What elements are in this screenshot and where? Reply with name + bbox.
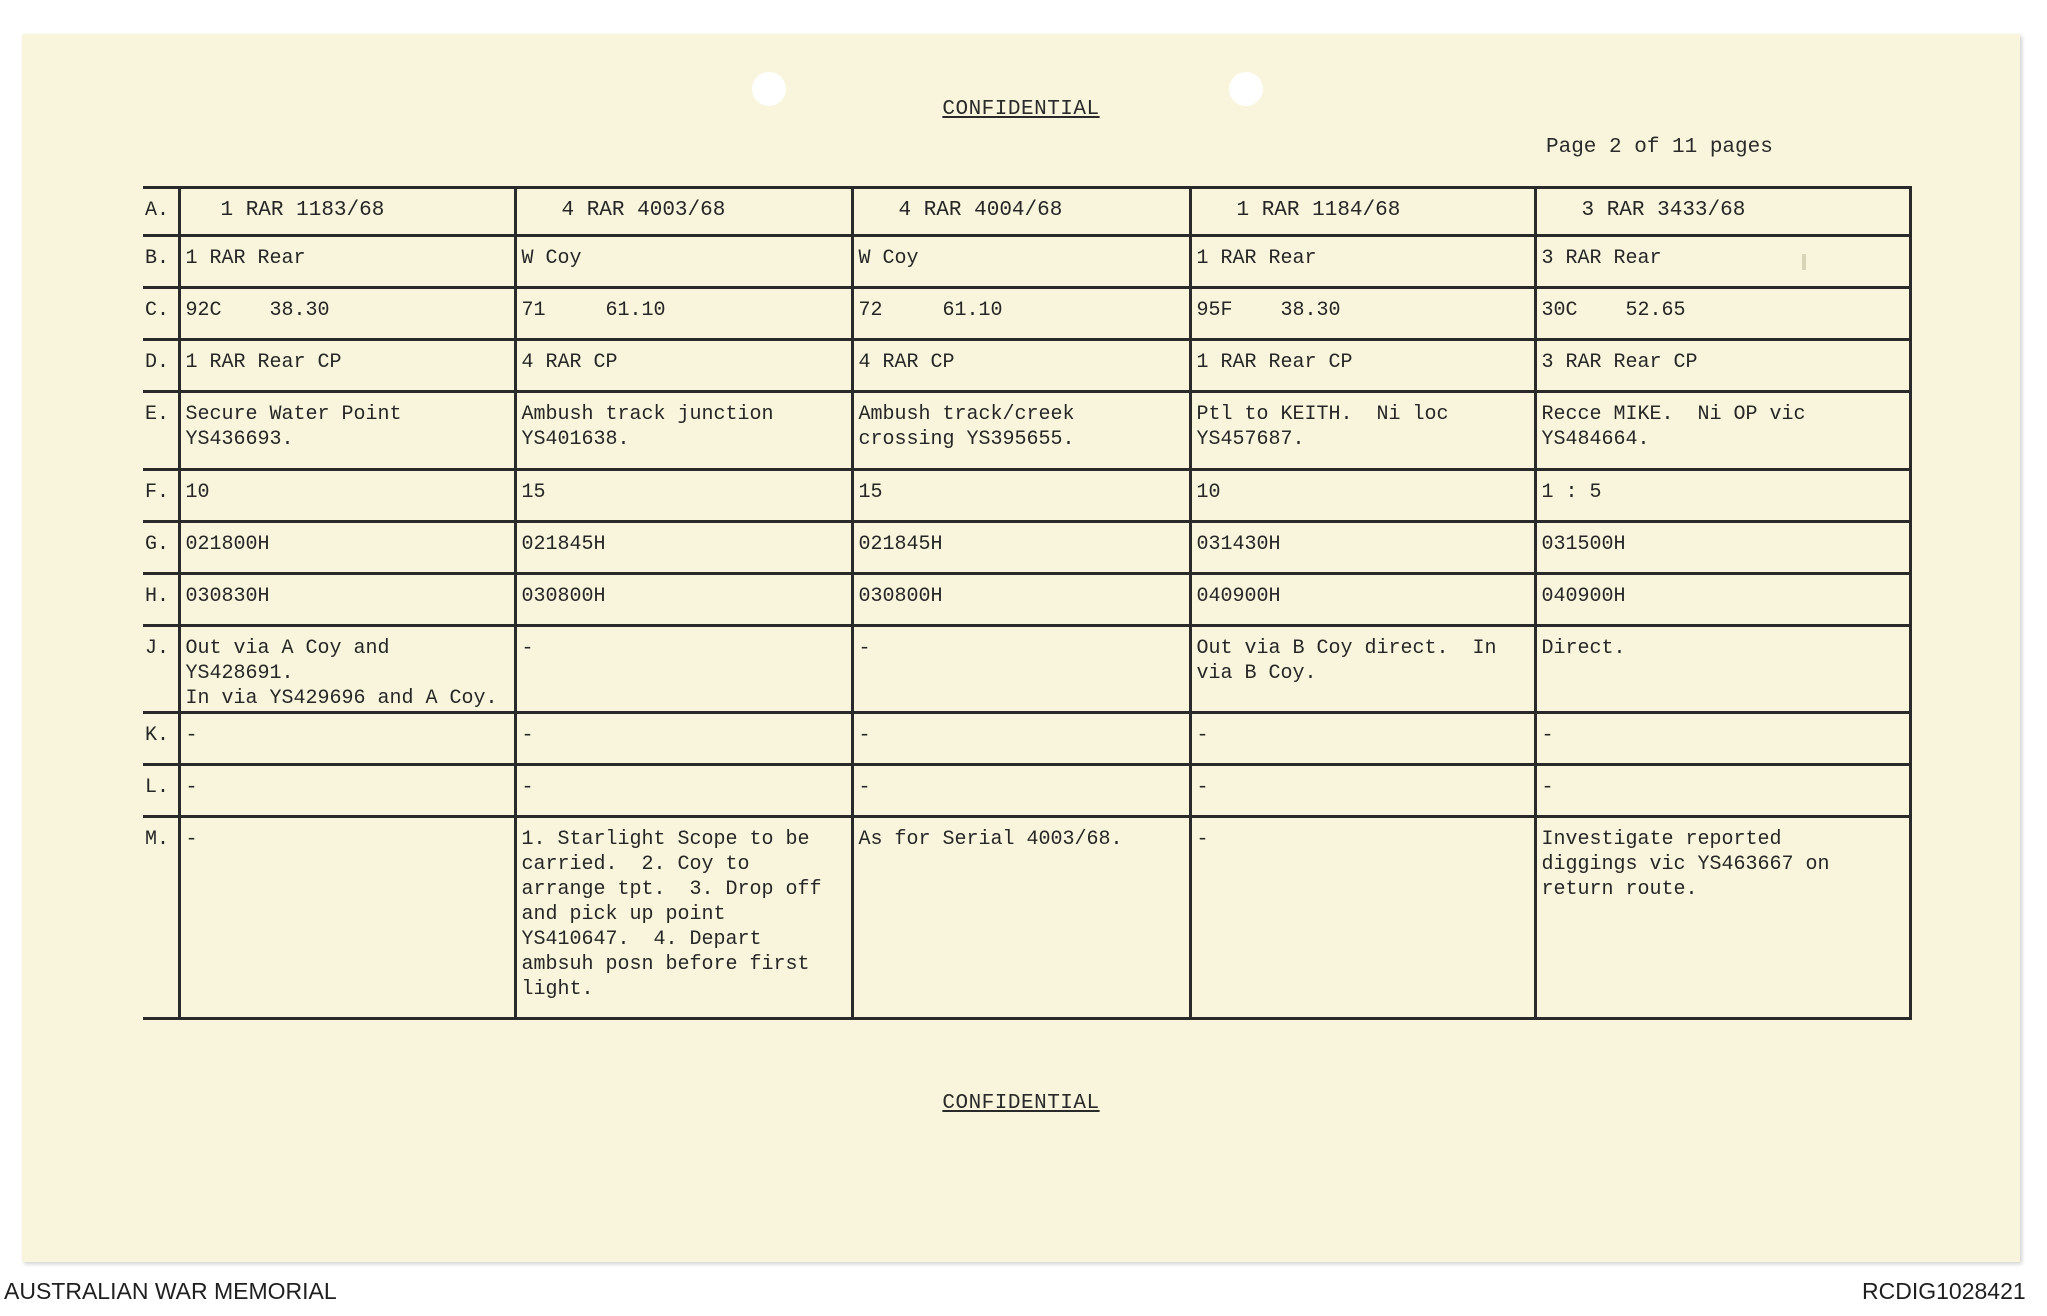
table-row xyxy=(143,574,1910,626)
table-row xyxy=(143,817,1910,1019)
table-cell: 4 RAR 4004/68 xyxy=(852,188,1190,236)
table-cell: 15 xyxy=(515,470,852,522)
table-cell: - xyxy=(515,765,852,817)
archive-id: RCDIG1028421 xyxy=(1862,1278,2026,1304)
table-cell: As for Serial 4003/68. xyxy=(852,817,1190,1019)
table-cell: 1 RAR Rear CP xyxy=(179,340,515,392)
table-cell: - xyxy=(1535,765,1910,817)
row-letter: L. xyxy=(143,765,179,817)
table-row xyxy=(143,288,1910,340)
table-cell: - xyxy=(852,713,1190,765)
page-number: Page 2 of 11 pages xyxy=(1546,136,1773,159)
table-cell: 3 RAR Rear CP xyxy=(1535,340,1910,392)
table-cell: - xyxy=(852,626,1190,713)
table-cell: 031500H xyxy=(1535,522,1910,574)
table-cell: 1 RAR 1184/68 xyxy=(1190,188,1535,236)
table-cell: - xyxy=(515,626,852,713)
table-cell: 040900H xyxy=(1190,574,1535,626)
row-letter: G. xyxy=(143,522,179,574)
table-cell: Ptl to KEITH. Ni loc YS457687. xyxy=(1190,392,1535,470)
row-letter: M. xyxy=(143,817,179,1019)
table-cell: - xyxy=(515,713,852,765)
table-row xyxy=(143,188,1910,236)
table-cell: 4 RAR CP xyxy=(852,340,1190,392)
table-cell: - xyxy=(852,765,1190,817)
table-cell: Out via A Coy and YS428691. In via YS429696 and A Coy. xyxy=(179,626,515,713)
table-cell: 10 xyxy=(1190,470,1535,522)
table-row xyxy=(143,236,1910,288)
table-cell: Ambush track/creek crossing YS395655. xyxy=(852,392,1190,470)
table-cell: 1 RAR Rear CP xyxy=(1190,340,1535,392)
table-cell: - xyxy=(179,765,515,817)
table-cell: 10 xyxy=(179,470,515,522)
table-cell: W Coy xyxy=(515,236,852,288)
table-cell: 1 : 5 xyxy=(1535,470,1910,522)
table-row xyxy=(143,765,1910,817)
table-cell: 1 RAR 1183/68 xyxy=(179,188,515,236)
document-page xyxy=(22,34,2020,1262)
table-cell: - xyxy=(1190,765,1535,817)
table-cell: 030830H xyxy=(179,574,515,626)
table-cell: 040900H xyxy=(1535,574,1910,626)
table-cell: - xyxy=(1535,713,1910,765)
table-row xyxy=(143,522,1910,574)
row-letter: D. xyxy=(143,340,179,392)
table-cell: W Coy xyxy=(852,236,1190,288)
row-letter: F. xyxy=(143,470,179,522)
table-cell: - xyxy=(1190,817,1535,1019)
row-letter: K. xyxy=(143,713,179,765)
row-letter: J. xyxy=(143,626,179,713)
table-row xyxy=(143,340,1910,392)
table-cell: Ambush track junction YS401638. xyxy=(515,392,852,470)
table-row xyxy=(143,392,1910,470)
table-cell: 1 RAR Rear xyxy=(179,236,515,288)
table-cell: Direct. xyxy=(1535,626,1910,713)
table-cell: 031430H xyxy=(1190,522,1535,574)
table-cell: 95F 38.30 xyxy=(1190,288,1535,340)
table-cell: 3 RAR 3433/68 xyxy=(1535,188,1910,236)
table-cell: 4 RAR CP xyxy=(515,340,852,392)
table-row xyxy=(143,470,1910,522)
table-cell: 030800H xyxy=(852,574,1190,626)
table-cell: - xyxy=(179,817,515,1019)
classification-footer: CONFIDENTIAL xyxy=(942,1092,1100,1115)
table-row xyxy=(143,626,1910,713)
table-cell: 3 RAR Rear xyxy=(1535,236,1910,288)
row-letter: E. xyxy=(143,392,179,470)
patrol-table xyxy=(143,186,1912,1020)
table-cell: 021800H xyxy=(179,522,515,574)
classification-header: CONFIDENTIAL xyxy=(942,98,1100,121)
table-cell: Recce MIKE. Ni OP vic YS484664. xyxy=(1535,392,1910,470)
row-letter: C. xyxy=(143,288,179,340)
row-letter: A. xyxy=(143,188,179,236)
table-cell: 021845H xyxy=(515,522,852,574)
table-cell: 30C 52.65 xyxy=(1535,288,1910,340)
table-cell: 4 RAR 4003/68 xyxy=(515,188,852,236)
table-cell: 72 61.10 xyxy=(852,288,1190,340)
table-cell: Out via B Coy direct. In via B Coy. xyxy=(1190,626,1535,713)
table-cell: 92C 38.30 xyxy=(179,288,515,340)
archive-credit: AUSTRALIAN WAR MEMORIAL xyxy=(4,1278,337,1304)
table-cell: 1 RAR Rear xyxy=(1190,236,1535,288)
table-cell: Investigate reported diggings vic YS463667 on return route. xyxy=(1535,817,1910,1019)
table-cell: 1. Starlight Scope to be carried. 2. Coy to arrange tpt. 3. Drop off and pick up point YS410647. 4. Depart ambsuh posn before first light. xyxy=(515,817,852,1019)
table-cell: - xyxy=(179,713,515,765)
row-letter: H. xyxy=(143,574,179,626)
table-row xyxy=(143,713,1910,765)
table-cell: 030800H xyxy=(515,574,852,626)
table-cell: 71 61.10 xyxy=(515,288,852,340)
table-cell: 021845H xyxy=(852,522,1190,574)
row-letter: B. xyxy=(143,236,179,288)
table-cell: 15 xyxy=(852,470,1190,522)
table-cell: - xyxy=(1190,713,1535,765)
table-cell: Secure Water Point YS436693. xyxy=(179,392,515,470)
